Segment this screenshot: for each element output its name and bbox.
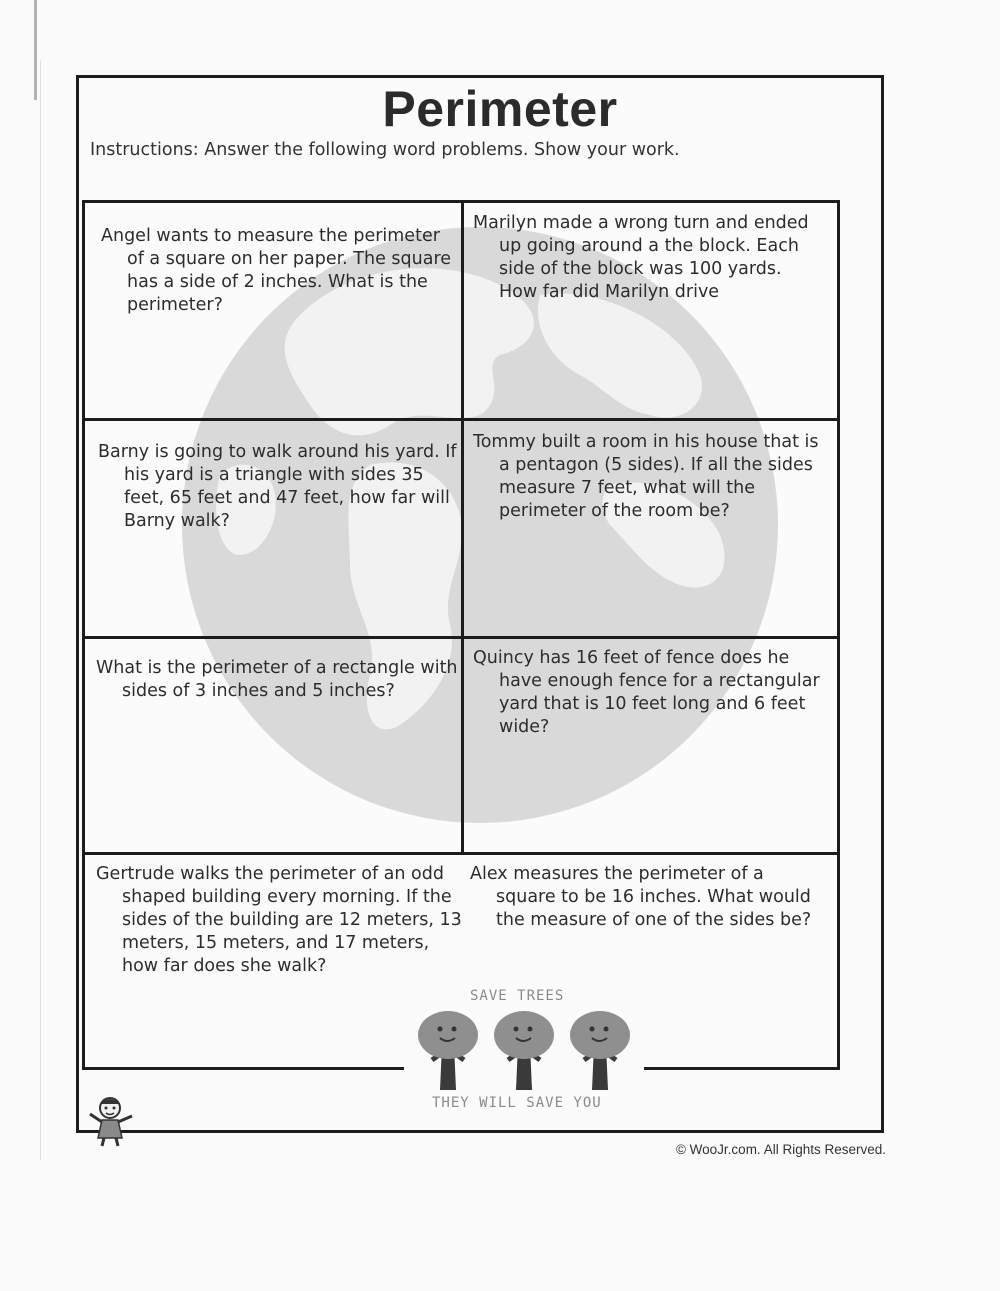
- scan-artifact-line: [40, 60, 41, 1160]
- problem-grid: [82, 200, 840, 1070]
- copyright-text: © WooJr.com. All Rights Reserved.: [675, 1142, 886, 1157]
- problem-text: Barny is going to walk around his yard. If his yard is a triangle with sides 35 feet, 65 feet and 47 feet, how far will Barny walk?: [98, 442, 457, 531]
- kid-mascot-icon: [84, 1092, 140, 1148]
- tree-icon: [570, 1011, 630, 1090]
- problem-text: Gertrude walks the perimeter of an odd shaped building every morning. If the sides of the building are 12 meters, 13 meters, 15 meters, and 17 meters, how far does she walk?: [96, 864, 462, 976]
- problem-text: Marilyn made a wrong turn and ended up going around a the block. Each side of the block was 100 yards. How far did Marilyn drive: [473, 213, 809, 302]
- instructions-text: Instructions: Answer the following word problems. Show your work.: [90, 140, 680, 160]
- problem-box: [461, 200, 840, 421]
- problem-text: Angel wants to measure the perimeter of a square on her paper. The square has a side of 2 inches. What is the perimeter?: [101, 226, 452, 315]
- problem-box: [82, 636, 464, 855]
- problem-box: [82, 418, 464, 639]
- trees-illustration: [412, 1005, 642, 1095]
- save-trees-text: SAVE TREES: [470, 988, 565, 1004]
- problem-text: What is the perimeter of a rectangle with sides of 3 inches and 5 inches?: [96, 658, 458, 701]
- problem-box: [461, 636, 840, 855]
- problem-box: [82, 200, 464, 421]
- tree-icon: [494, 1011, 554, 1090]
- problem-text: Quincy has 16 feet of fence does he have enough fence for a rectangular yard that is 10 feet long and 6 feet wide?: [473, 648, 820, 737]
- save-trees-slogan: THEY WILL SAVE YOU: [432, 1095, 602, 1111]
- page-title: Perimeter: [382, 81, 618, 137]
- problem-text: Alex measures the perimeter of a square to be 16 inches. What would the measure of one of the sides be?: [470, 864, 812, 930]
- problem-text: Tommy built a room in his house that is a pentagon (5 sides). If all the sides measure 7 feet, what will the perimeter of the room be?: [473, 432, 819, 521]
- problem-box: [82, 852, 464, 1070]
- tree-icon: [418, 1011, 478, 1090]
- problem-box: [461, 418, 840, 639]
